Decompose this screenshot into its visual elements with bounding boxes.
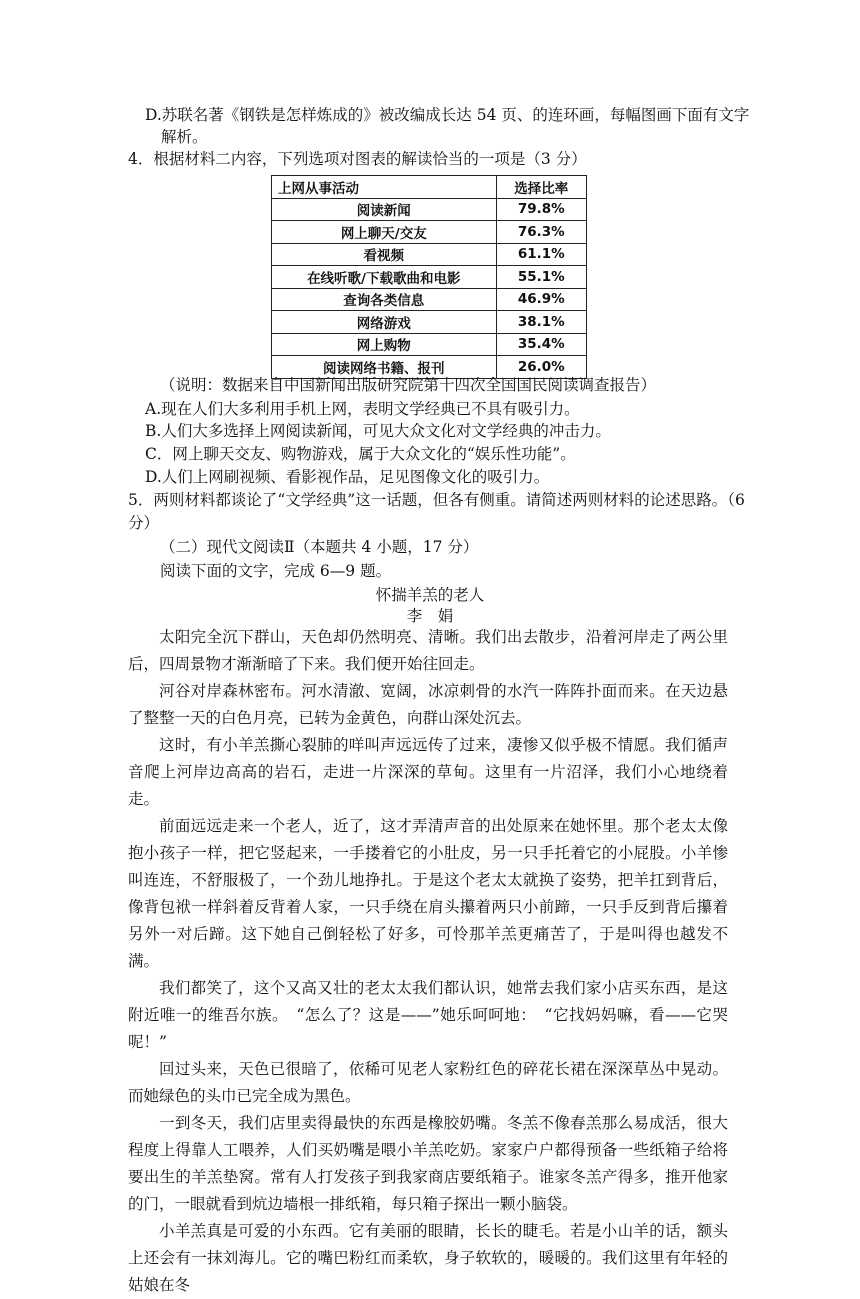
option-d: D.人们上网刷视频、看影视作品，足见图像文化的吸引力。 xyxy=(145,468,550,486)
table-cell-activity: 网上聊天/交友 xyxy=(272,221,497,244)
table-row xyxy=(272,311,587,334)
table-cell-rate: 26.0% xyxy=(496,356,586,379)
article-paragraph: 一到冬天，我们店里卖得最快的东西是橡胶奶嘴。冬羔不像春羔那么易成活，很大程度上得靠人工喂养，人们买奶嘴是喂小羊羔吃奶。家家户户都得预备一些纸箱子给将要出生的羊羔垫窝。常有人打发孩子到我家商店要纸箱子。谁家冬羔产得多，推开他家的门，一眼就看到炕边墙根一排纸箱，每只箱子探出一颗小脑袋。 xyxy=(128,1114,728,1213)
table-header-rate: 选择比率 xyxy=(496,176,586,199)
question-5-line2: 分） xyxy=(128,514,160,532)
table-cell-activity: 看视频 xyxy=(272,243,497,266)
table-cell-activity: 在线听歌/下载歌曲和电影 xyxy=(272,266,497,289)
article-title: 怀揣羊羔的老人 xyxy=(375,586,485,604)
table-row xyxy=(272,288,587,311)
article-paragraph: 前面远远走来一个老人，近了，这才弄清声音的出处原来在她怀里。那个老太太像抱小孩子一样，把它竖起来，一手搂着它的小肚皮，另一只手托着它的小屁股。小羊惨叫连连，不舒服极了，一个劲儿地挣扎。于是这个老太太就换了姿势，把羊扛到背后，像背包袱一样斜着反背着人家，一只手绕在肩头攥着两只小前蹄，一只手反到背后攥着另外一对后蹄。这下她自己倒轻松了好多，可怜那羊羔更痛苦了，于是叫得也越发不满。 xyxy=(128,817,728,970)
table-cell-activity: 网络游戏 xyxy=(272,311,497,334)
table-header-activity: 上网从事活动 xyxy=(272,176,497,199)
option-c: C．网上聊天交友、购物游戏，属于大众文化的“娱乐性功能”。 xyxy=(145,445,576,463)
table-cell-rate: 55.1% xyxy=(496,266,586,289)
table-cell-rate: 76.3% xyxy=(496,221,586,244)
article-paragraph: 回过头来，天色已很暗了，依稀可见老人家粉红色的碎花长裙在深深草丛中晃动。而她绿色的头巾已完全成为黑色。 xyxy=(128,1060,728,1105)
table-row xyxy=(272,198,587,221)
table-cell-rate: 38.1% xyxy=(496,311,586,334)
article-paragraph: 河谷对岸森林密布。河水清澈、宽阔，冰凉刺骨的水汽一阵阵扑面而来。在天边悬了整整一天的白色月亮，已转为金黄色，向群山深处沉去。 xyxy=(128,682,728,727)
table-cell-rate: 79.8% xyxy=(496,198,586,221)
table-row xyxy=(272,243,587,266)
table-row xyxy=(272,333,587,356)
option-d-previous-line1: D.苏联名著《钢铁是怎样炼成的》被改编成长达 54 页、的连环画，每幅图画下面有文字 xyxy=(145,106,750,124)
table-cell-rate: 35.4% xyxy=(496,333,586,356)
article-paragraph: 太阳完全沉下群山，天色却仍然明亮、清晰。我们出去散步，沿着河岸走了两公里后，四周景物才渐渐暗了下来。我们便开始往回走。 xyxy=(128,628,728,673)
table-cell-activity: 网上购物 xyxy=(272,333,497,356)
table-cell-activity: 阅读网络书籍、报刊 xyxy=(272,356,497,379)
question-5-line1: 5．两则材料都谈论了“文学经典”这一话题，但各有侧重。请简述两则材料的论述思路。（6 xyxy=(128,491,745,509)
table-cell-rate: 46.9% xyxy=(496,288,586,311)
article-body xyxy=(128,624,728,1299)
table-cell-rate: 61.1% xyxy=(496,243,586,266)
article-paragraph: 小羊羔真是可爱的小东西。它有美丽的眼睛，长长的睫毛。若是小山羊的话，额头上还会有一抹刘海儿。它的嘴巴粉红而柔软，身子软软的，暖暖的。我们这里有年轻的姑娘在冬 xyxy=(128,1222,728,1294)
table-note: （说明：数据来自中国新闻出版研究院第十四次全国国民阅读调查报告） xyxy=(160,376,657,394)
section-heading: （二）现代文阅读Ⅱ（本题共 4 小题，17 分） xyxy=(160,538,479,556)
option-d-previous-line2: 解析。 xyxy=(161,128,208,146)
table-row xyxy=(272,221,587,244)
table-cell-activity: 查询各类信息 xyxy=(272,288,497,311)
article-paragraph: 我们都笑了，这个又高又壮的老太太我们都认识，她常去我们家小店买东西，是这附近唯一的维吾尔族。 “怎么了？这是——”她乐呵呵地： “它找妈妈嘛，看——它哭呢！” xyxy=(128,979,728,1051)
table-header-row xyxy=(272,176,587,199)
table-row xyxy=(272,266,587,289)
article-author: 李 娟 xyxy=(406,607,454,625)
option-a: A.现在人们大多利用手机上网，表明文学经典已不具有吸引力。 xyxy=(145,400,580,418)
article-paragraph: 这时，有小羊羔撕心裂肺的咩叫声远远传了过来，凄惨又似乎极不情愿。我们循声音爬上河岸边高高的岩石，走进一片深深的草甸。这里有一片沼泽，我们小心地绕着走。 xyxy=(128,736,728,808)
option-b: B.人们大多选择上网阅读新闻，可见大众文化对文学经典的冲击力。 xyxy=(145,422,611,440)
section-instruction: 阅读下面的文字，完成 6—9 题。 xyxy=(160,562,392,580)
question-4-stem: 4．根据材料二内容，下列选项对图表的解读恰当的一项是（3 分） xyxy=(128,150,587,168)
table-cell-activity: 阅读新闻 xyxy=(272,198,497,221)
survey-table xyxy=(271,175,587,379)
